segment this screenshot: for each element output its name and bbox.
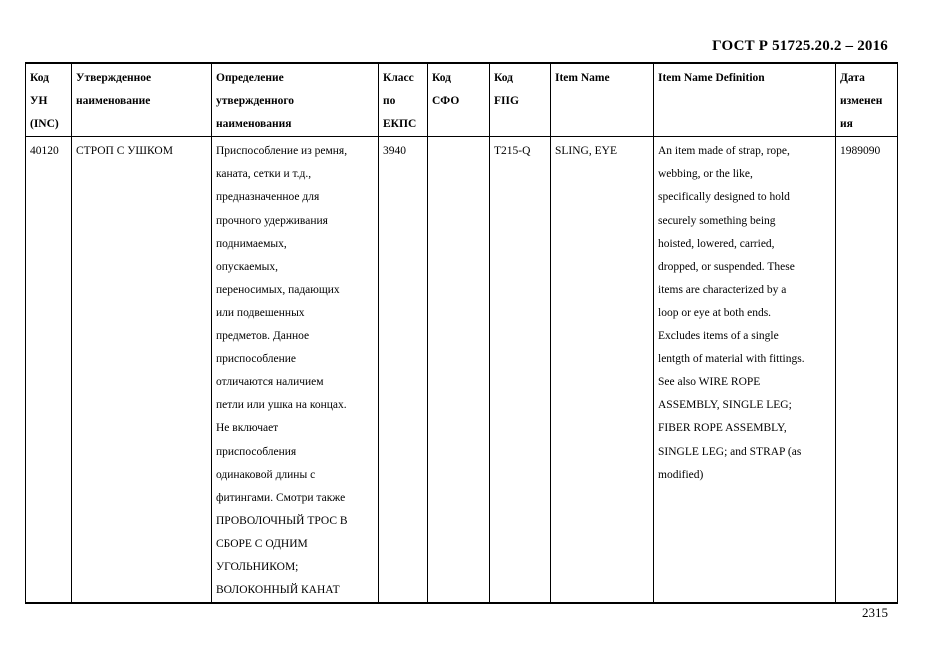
definition-ru-line: приспособления [216, 445, 297, 458]
header-sfo-code: Код СФО [428, 63, 490, 137]
definition-ru-line: или подвешенных [216, 306, 305, 319]
header-definition-ru: Определение утвержденного наименования [212, 63, 379, 137]
definition-en-line: securely something being [658, 214, 776, 227]
definition-en-line: dropped, or suspended. These [658, 260, 795, 273]
definition-en-line: See also WIRE ROPE [658, 376, 761, 389]
cell-approved-name: СТРОП С УШКОМ [72, 137, 212, 603]
cell-item-name: SLING, EYE [551, 137, 654, 603]
cell-ekps-class: 3940 [379, 137, 428, 603]
definition-ru-line: одинаковой длины с [216, 468, 316, 481]
definition-en-line: ASSEMBLY, SINGLE LEG; [658, 399, 792, 412]
definition-en-line: modified) [658, 468, 704, 481]
definition-en-line: FIBER ROPE ASSEMBLY, [658, 422, 787, 435]
definition-en-line: specifically designed to hold [658, 191, 790, 204]
definition-ru-line: опускаемых, [216, 260, 279, 273]
definition-en-line: webbing, or the like, [658, 168, 753, 181]
definition-ru-line: предметов. Данное [216, 330, 310, 343]
table-row [26, 137, 898, 603]
cell-definition-en [654, 137, 836, 603]
definition-ru-line: каната, сетки и т.д., [216, 168, 312, 181]
definition-ru-line: приспособление [216, 353, 297, 366]
cell-inc-code: 40120 [26, 137, 72, 603]
definition-ru-line: петли или ушка на концах. [216, 399, 347, 412]
definition-ru-line: предназначенное для [216, 191, 320, 204]
definition-en-line: SINGLE LEG; and STRAP (as [658, 445, 802, 458]
definition-en-line: hoisted, lowered, carried, [658, 237, 775, 250]
header-change-date: Дата изменен ия [836, 63, 898, 137]
definition-ru-line: Приспособление из ремня, [216, 145, 348, 158]
cell-definition-ru [212, 137, 379, 603]
header-fiig-code: Код FIIG [490, 63, 551, 137]
cell-change-date: 1989090 [836, 137, 898, 603]
definition-ru-line: переносимых, падающих [216, 283, 340, 296]
header-inc-code: Код УН (INC) [26, 63, 72, 137]
definition-ru-line: поднимаемых, [216, 237, 287, 250]
definition-ru-line: прочного удерживания [216, 214, 328, 227]
cell-fiig-code: T215-Q [490, 137, 551, 603]
definition-ru-line: отличаются наличием [216, 376, 324, 389]
definition-ru-line: СБОРЕ С ОДНИМ [216, 537, 308, 550]
definition-ru-line: Не включает [216, 422, 279, 435]
header-item-name-definition: Item Name Definition [654, 63, 836, 137]
definition-en-line: loop or eye at both ends. [658, 306, 772, 319]
cell-sfo-code [428, 137, 490, 603]
definition-ru-line: фитингами. Смотри также [216, 491, 346, 504]
header-item-name: Item Name [551, 63, 654, 137]
definition-ru-line: УГОЛЬНИКОМ; [216, 560, 299, 573]
definition-en-line: lentgth of material with fittings. [658, 353, 805, 366]
table-header-row [26, 63, 898, 137]
definition-ru-line: ВОЛОКОННЫЙ КАНАТ [216, 584, 340, 597]
header-ekps-class: Класс по ЕКПС [379, 63, 428, 137]
definition-en-line: An item made of strap, rope, [658, 145, 790, 158]
document-standard-code: ГОСТ Р 51725.20.2 – 2016 [712, 38, 888, 54]
definition-en-line: items are characterized by a [658, 283, 787, 296]
page-number: 2315 [862, 605, 888, 620]
header-approved-name: Утвержденное наименование [72, 63, 212, 137]
item-name-table [25, 62, 898, 604]
definition-ru-line: ПРОВОЛОЧНЫЙ ТРОС В [216, 514, 348, 527]
definition-en-line: Excludes items of a single [658, 330, 779, 343]
